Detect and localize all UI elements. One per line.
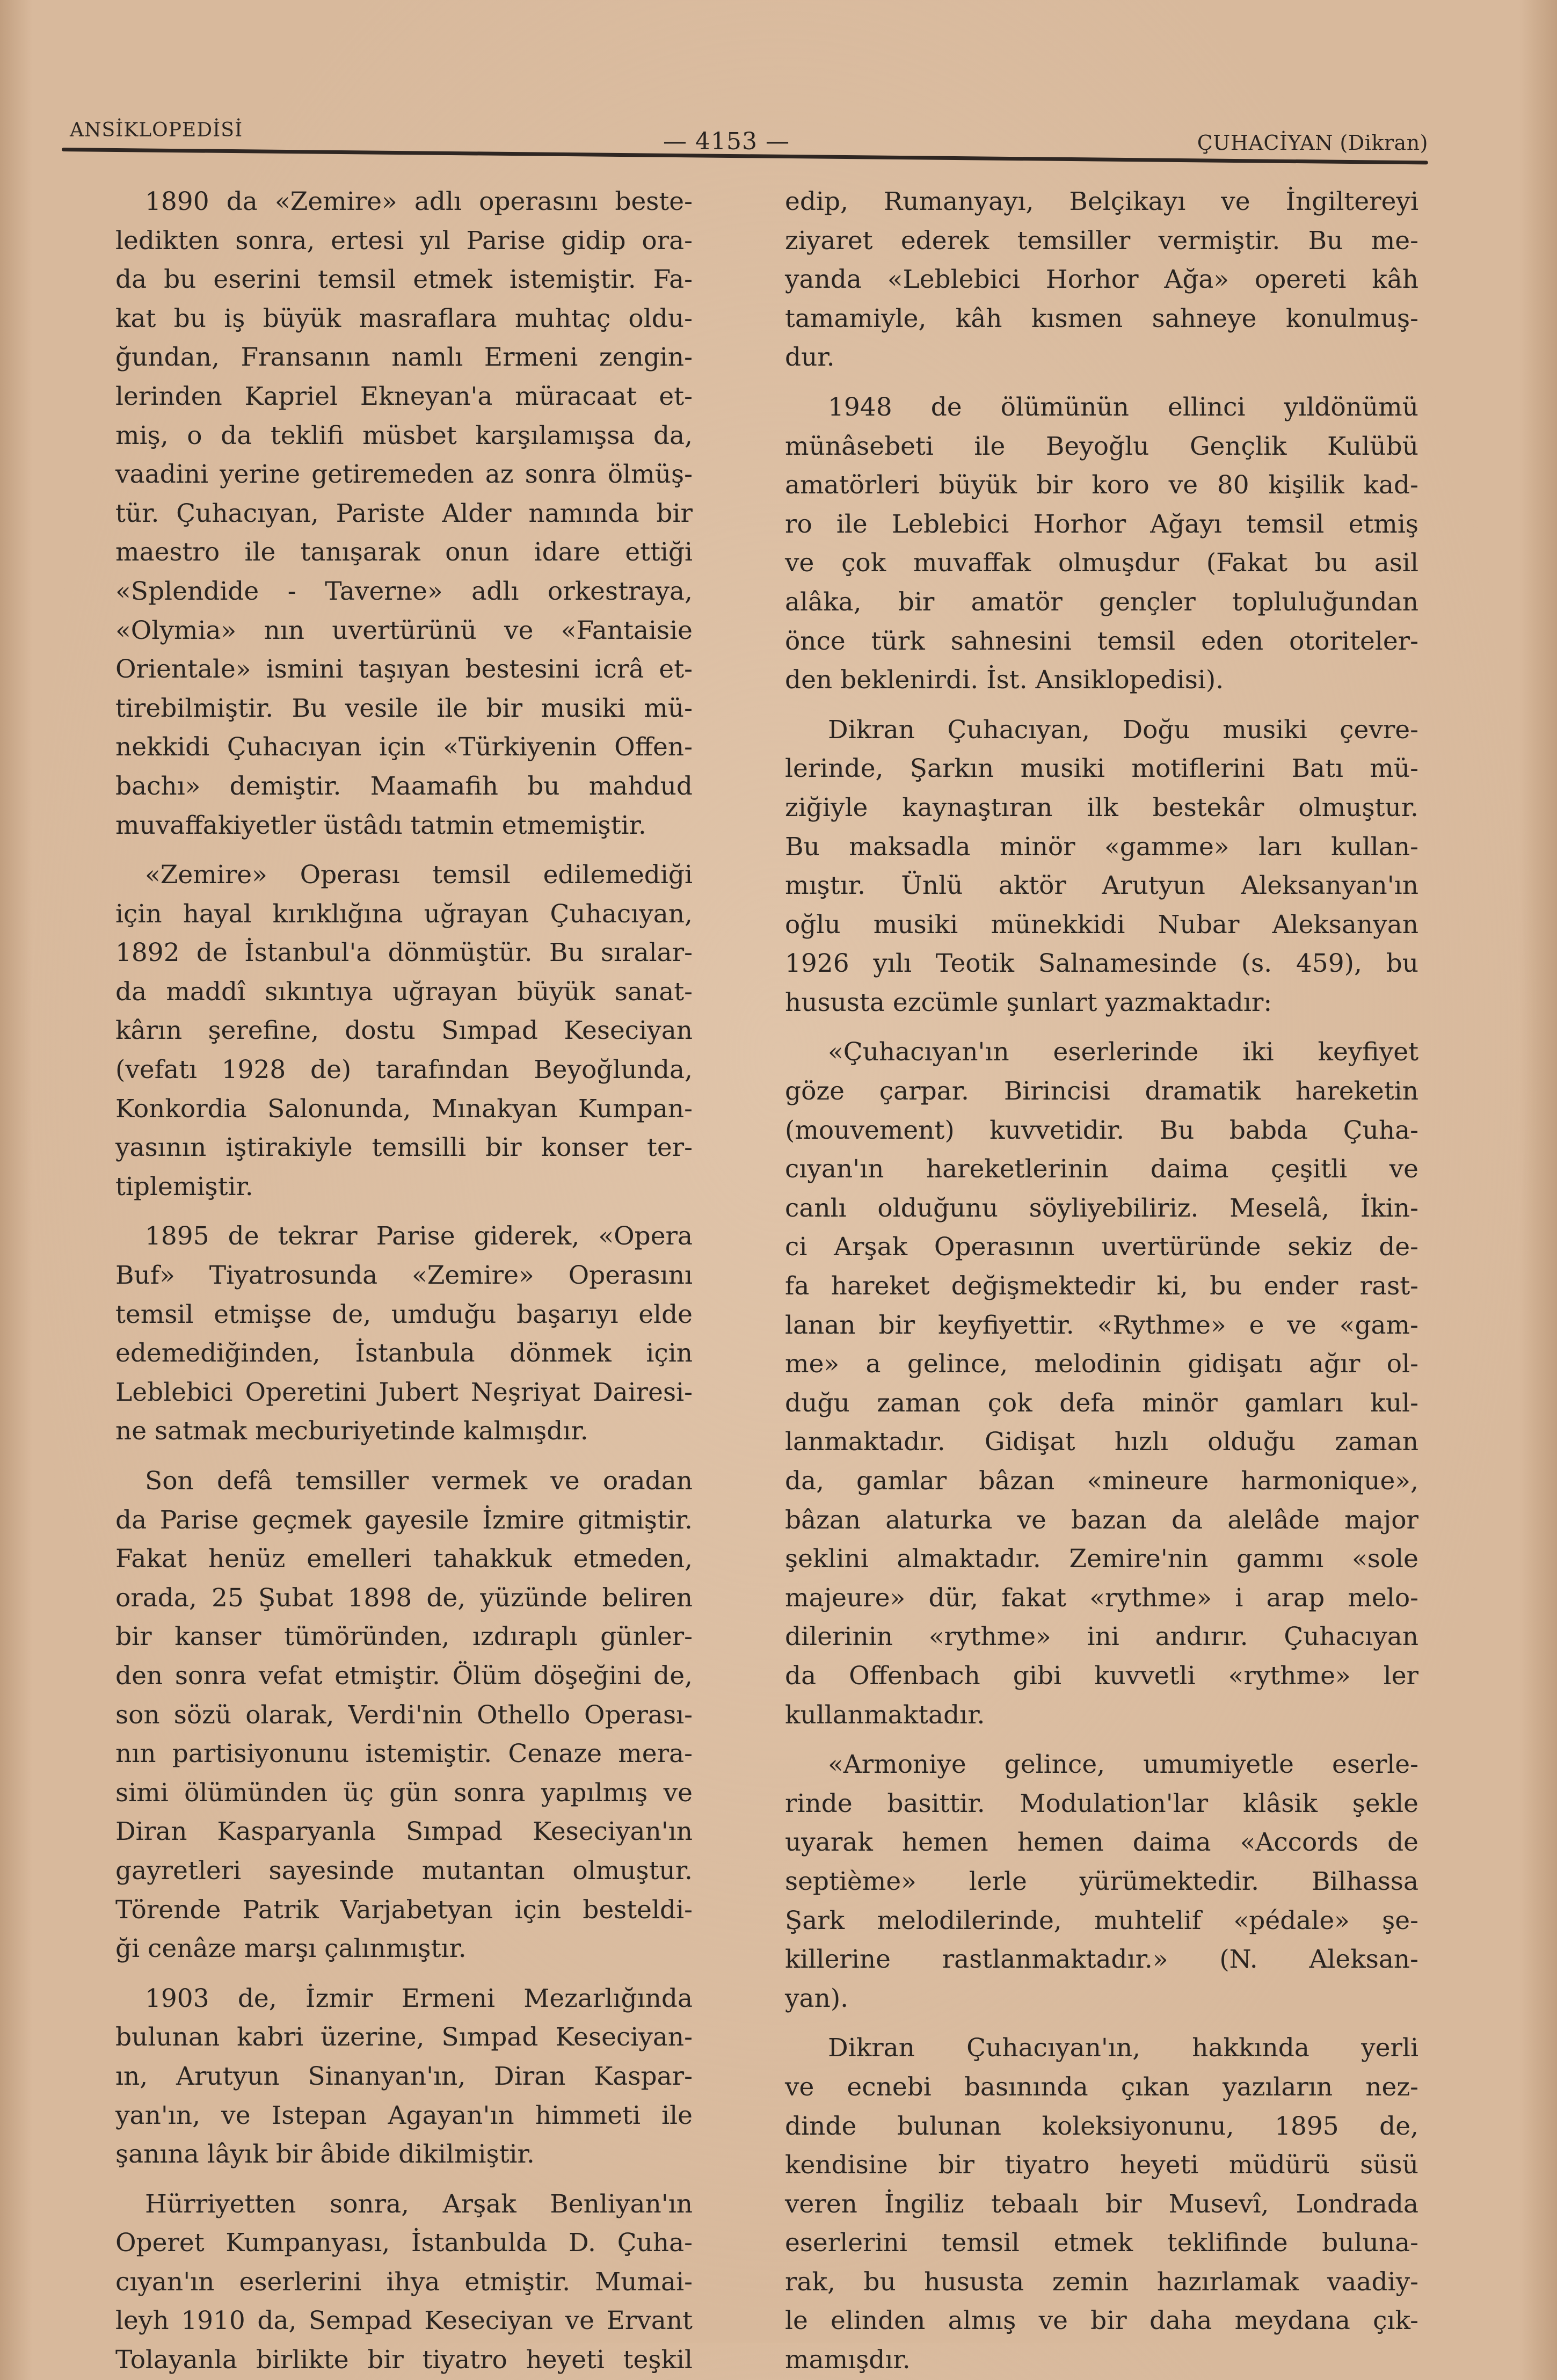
text-line: bulunan kabri üzerine, Sımpad Keseciyan- — [115, 2022, 693, 2053]
text-line: Tolayanla birlikte bir tiyatro heyeti teşkil — [115, 2345, 693, 2375]
text-line: veren İngiliz tebaalı bir Musevî, Londrada — [785, 2189, 1418, 2219]
text-line: Diran Kasparyanla Sımpad Keseciyan'ın — [115, 1817, 693, 1847]
text-line: canlı olduğunu söyliyebiliriz. Meselâ, İkin- — [785, 1193, 1418, 1223]
paragraph — [115, 856, 693, 1206]
text-line: nekkidi Çuhacıyan için «Türkiyenin Offen- — [115, 732, 693, 762]
text-line: yan'ın, ve Istepan Agayan'ın himmeti ile — [115, 2100, 693, 2130]
text-line: leyh 1910 da, Sempad Keseciyan ve Ervant — [115, 2306, 693, 2336]
text-line: «Splendide - Taverne» adlı orkestraya, — [115, 576, 693, 606]
text-line: Fakat henüz emelleri tahakkuk etmeden, — [115, 1544, 693, 1574]
text-line: 1926 yılı Teotik Salnamesinde (s. 459), bu — [785, 949, 1418, 979]
text-line: Orientale» ismini taşıyan bestesini icrâ et- — [115, 654, 693, 685]
paragraph — [785, 1745, 1418, 2018]
left-column — [115, 183, 693, 2380]
text-line: tiplemiştir. — [115, 1171, 253, 1202]
paragraph-gap — [785, 1735, 1418, 1745]
text-line: hususta ezcümle şunlart yazmaktadır: — [785, 987, 1272, 1017]
text-line: tür. Çuhacıyan, Pariste Alder namında bir — [115, 498, 693, 528]
text-line: lanmaktadır. Gidişat hızlı olduğu zaman — [785, 1427, 1418, 1457]
page-header — [70, 119, 1428, 155]
paragraph-gap — [115, 1969, 693, 1979]
text-line: kârın şerefine, dostu Sımpad Keseciyan — [115, 1016, 693, 1046]
text-line: ği cenâze marşı çalınmıştır. — [115, 1934, 467, 1964]
text-line: yasının iştirakiyle temsilli bir konser ter- — [115, 1133, 693, 1163]
text-line: septième» lerle yürümektedir. Bilhassa — [785, 1866, 1418, 1896]
text-line: le elinden almış ve bir daha meydana çık- — [785, 2306, 1418, 2336]
text-line: 1892 de İstanbul'a dönmüştür. Bu sıralar- — [115, 938, 693, 968]
text-line: oğlu musiki münekkidi Nubar Aleksanyan — [785, 909, 1418, 940]
text-line: tamamiyle, kâh kısmen sahneye konulmuş- — [785, 303, 1418, 333]
text-line: «Zemire» Operası temsil edilemediği — [145, 860, 693, 890]
text-line: (vefatı 1928 de) tarafından Beyoğlunda, — [115, 1055, 693, 1085]
text-line: killerine rastlanmaktadır.» (N. Aleksan- — [785, 1945, 1418, 1975]
running-head-right: ÇUHACİYAN (Dikran) — [1197, 131, 1428, 155]
text-line: cıyan'ın eserlerini ihya etmiştir. Mumai- — [115, 2267, 693, 2297]
text-line: göze çarpar. Birincisi dramatik hareketin — [785, 1076, 1418, 1107]
text-line: gayretleri sayesinde mutantan olmuştur. — [115, 1855, 693, 1886]
text-line: den beklenirdi. İst. Ansiklopedisi). — [785, 665, 1224, 695]
text-line: tirebilmiştir. Bu vesile ile bir musiki mü- — [115, 693, 693, 723]
text-line: «Çuhacıyan'ın eserlerinde iki keyfiyet — [828, 1037, 1418, 1067]
paragraph — [785, 1033, 1418, 1735]
text-line: simi ölümünden üç gün sonra yapılmış ve — [115, 1778, 693, 1808]
text-line: kullanmaktadır. — [785, 1700, 985, 1730]
text-line: lerinden Kapriel Ekneyan'a müracaat et- — [115, 381, 693, 411]
text-line: lanan bir keyfiyettir. «Rythme» e ve «gam- — [785, 1310, 1418, 1340]
paragraph — [115, 1979, 693, 2174]
text-line: Şark melodilerinde, muhtelif «pédale» şe- — [785, 1905, 1418, 1935]
text-line: Leblebici Operetini Jubert Neşriyat Dairesi- — [115, 1377, 693, 1407]
text-line: mamışdır. — [785, 2345, 911, 2375]
text-line: miş, o da teklifi müsbet karşılamışsa da, — [115, 420, 693, 450]
text-line: me» a gelince, melodinin gidişatı ağır ol- — [785, 1349, 1418, 1379]
paragraph — [785, 711, 1418, 1023]
text-line: amatörleri büyük bir koro ve 80 kişilik kad- — [785, 470, 1418, 500]
text-line: da, gamlar bâzan «mineure harmonique», — [785, 1466, 1418, 1496]
text-line: 1895 de tekrar Parise giderek, «Opera — [145, 1221, 693, 1251]
text-line: önce türk sahnesini temsil eden otoriteler- — [785, 626, 1418, 656]
paragraph-gap — [785, 2018, 1418, 2029]
text-line: edip, Rumanyayı, Belçikayı ve İngiltereyi — [785, 187, 1418, 216]
text-line: vaadini yerine getiremeden az sonra ölmüş- — [115, 460, 693, 490]
paragraph — [115, 2185, 693, 2380]
text-line: majeure» dür, fakat «rythme» i arap melo- — [785, 1583, 1418, 1613]
text-line: Buf» Tiyatrosunda «Zemire» Operasını — [115, 1261, 693, 1291]
text-line: için hayal kırıklığına uğrayan Çuhacıyan, — [115, 899, 693, 929]
text-line: Hürriyetten sonra, Arşak Benliyan'ın — [145, 2189, 693, 2219]
text-line: rinde basittir. Modulation'lar klâsik şekle — [785, 1788, 1418, 1818]
text-line: münâsebeti ile Beyoğlu Gençlik Kulübü — [785, 431, 1418, 461]
paragraph — [785, 183, 1418, 377]
text-line: ın, Arutyun Sinanyan'ın, Diran Kaspar- — [115, 2061, 693, 2091]
text-line: fa hareket değişmektedir ki, bu ender rast- — [785, 1271, 1418, 1301]
text-line: eserlerini temsil etmek teklifinde buluna- — [785, 2228, 1418, 2258]
text-line: uyarak hemen hemen daima «Accords de — [785, 1828, 1418, 1858]
text-line: bâzan alaturka ve bazan da alelâde major — [785, 1505, 1418, 1535]
paragraph-gap — [785, 700, 1418, 711]
text-line: da maddî sıkıntıya uğrayan büyük sanat- — [115, 977, 693, 1007]
text-line: bir kanser tümöründen, ızdıraplı günler- — [115, 1622, 693, 1652]
text-line: ci Arşak Operasının uvertüründe sekiz de- — [785, 1232, 1418, 1262]
text-line: (mouvement) kuvvetidir. Bu babda Çuha- — [785, 1115, 1418, 1145]
text-line: ziyaret ederek temsiller vermiştir. Bu me- — [785, 225, 1418, 256]
text-line: Operet Kumpanyası, İstanbulda D. Çuha- — [115, 2228, 693, 2258]
paragraph — [115, 1462, 693, 1969]
text-line: Son defâ temsiller vermek ve oradan — [145, 1466, 693, 1496]
paragraph-gap — [115, 845, 693, 856]
text-line: ro ile Leblebici Horhor Ağayı temsil etmiş — [785, 509, 1418, 539]
text-line: temsil etmişse de, umduğu başarıyı elde — [115, 1299, 693, 1329]
text-line: da bu eserini temsil etmek istemiştir. Fa- — [115, 265, 693, 295]
text-line: yanda «Leblebici Horhor Ağa» opereti kâh — [785, 265, 1418, 295]
text-line: yan). — [785, 1983, 849, 2013]
text-line: dilerinin «rythme» ini andırır. Çuhacıyan — [785, 1622, 1418, 1652]
text-line: dinde bulunan koleksiyonunu, 1895 de, — [785, 2111, 1418, 2141]
text-line: 1903 de, İzmir Ermeni Mezarlığında — [145, 1983, 693, 2013]
text-line: cıyan'ın hareketlerinin daima çeşitli ve — [785, 1154, 1418, 1184]
text-line: mıştır. Ünlü aktör Arutyun Aleksanyan'ın — [785, 871, 1418, 901]
page-number: — 4153 — — [663, 128, 790, 155]
text-line: ğundan, Fransanın namlı Ermeni zengin- — [115, 343, 693, 373]
text-line: Bu maksadla minör «gamme» ları kullan- — [785, 832, 1418, 862]
text-line: ziğiyle kaynaştıran ilk bestekâr olmuştur. — [785, 792, 1418, 823]
text-line: da Parise geçmek gayesile İzmire gitmiştir. — [115, 1505, 693, 1535]
text-line: Konkordia Salonunda, Mınakyan Kumpan- — [115, 1094, 693, 1124]
text-line: ve çok muvaffak olmuşdur (Fakat bu asil — [785, 548, 1418, 578]
text-line: son sözü olarak, Verdi'nin Othello Operası- — [115, 1700, 693, 1730]
text-line: ledikten sonra, ertesi yıl Parise gidip ora- — [115, 225, 693, 256]
text-line: duğu zaman çok defa minör gamları kul- — [785, 1388, 1418, 1418]
paragraph — [785, 2029, 1418, 2379]
paragraph-gap — [115, 1451, 693, 1462]
text-line: dur. — [785, 343, 835, 373]
paragraph — [115, 183, 693, 845]
paragraph-gap — [785, 377, 1418, 388]
text-line: den sonra vefat etmiştir. Ölüm döşeğini de, — [115, 1661, 693, 1691]
running-head-left: ANSİKLOPEDİSİ — [70, 119, 243, 141]
text-line: şanına lâyık bir âbide dikilmiştir. — [115, 2139, 535, 2170]
text-line: Dikran Çuhacıyan'ın, hakkında yerli — [828, 2033, 1418, 2063]
paragraph — [785, 388, 1418, 700]
text-line: «Armoniye gelince, umumiyetle eserle- — [828, 1750, 1418, 1780]
text-line: 1890 da «Zemire» adlı operasını beste- — [145, 187, 693, 216]
text-line: 1948 de ölümünün ellinci yıldönümü — [828, 392, 1418, 422]
text-line: Törende Patrik Varjabetyan için besteldi- — [115, 1895, 693, 1925]
text-line: nın partisiyonunu istemiştir. Cenaze mera- — [115, 1739, 693, 1769]
text-line: ne satmak mecburiyetinde kalmışdır. — [115, 1416, 588, 1446]
text-line: maestro ile tanışarak onun idare ettiği — [115, 537, 693, 567]
text-line: ve ecnebi basınında çıkan yazıların nez- — [785, 2072, 1418, 2102]
text-line: edemediğinden, İstanbula dönmek için — [115, 1338, 693, 1369]
text-line: kendisine bir tiyatro heyeti müdürü süsü — [785, 2150, 1418, 2180]
paragraph — [115, 1217, 693, 1451]
paragraph-gap — [115, 2174, 693, 2185]
text-line: Dikran Çuhacıyan, Doğu musiki çevre- — [828, 715, 1418, 745]
text-line: bachı» demiştir. Maamafih bu mahdud — [115, 771, 693, 801]
text-line: da Offenbach gibi kuvvetli «rythme» ler — [785, 1661, 1418, 1691]
text-line: lerinde, Şarkın musiki motiflerini Batı mü- — [785, 754, 1418, 784]
paragraph-gap — [785, 1022, 1418, 1033]
text-line: alâka, bir amatör gençler topluluğundan — [785, 587, 1418, 617]
text-line: muvaffakiyetler üstâdı tatmin etmemiştir. — [115, 810, 646, 840]
text-line: şeklini almaktadır. Zemire'nin gammı «sole — [785, 1544, 1418, 1574]
text-line: orada, 25 Şubat 1898 de, yüzünde beliren — [115, 1583, 693, 1613]
text-line: rak, bu hususta zemin hazırlamak vaadiy- — [785, 2267, 1418, 2297]
paragraph-gap — [115, 1206, 693, 1217]
text-line: kat bu iş büyük masraflara muhtaç oldu- — [115, 303, 693, 333]
right-column — [785, 183, 1418, 2380]
text-line: «Olymia» nın uvertürünü ve «Fantaisie — [115, 615, 693, 645]
